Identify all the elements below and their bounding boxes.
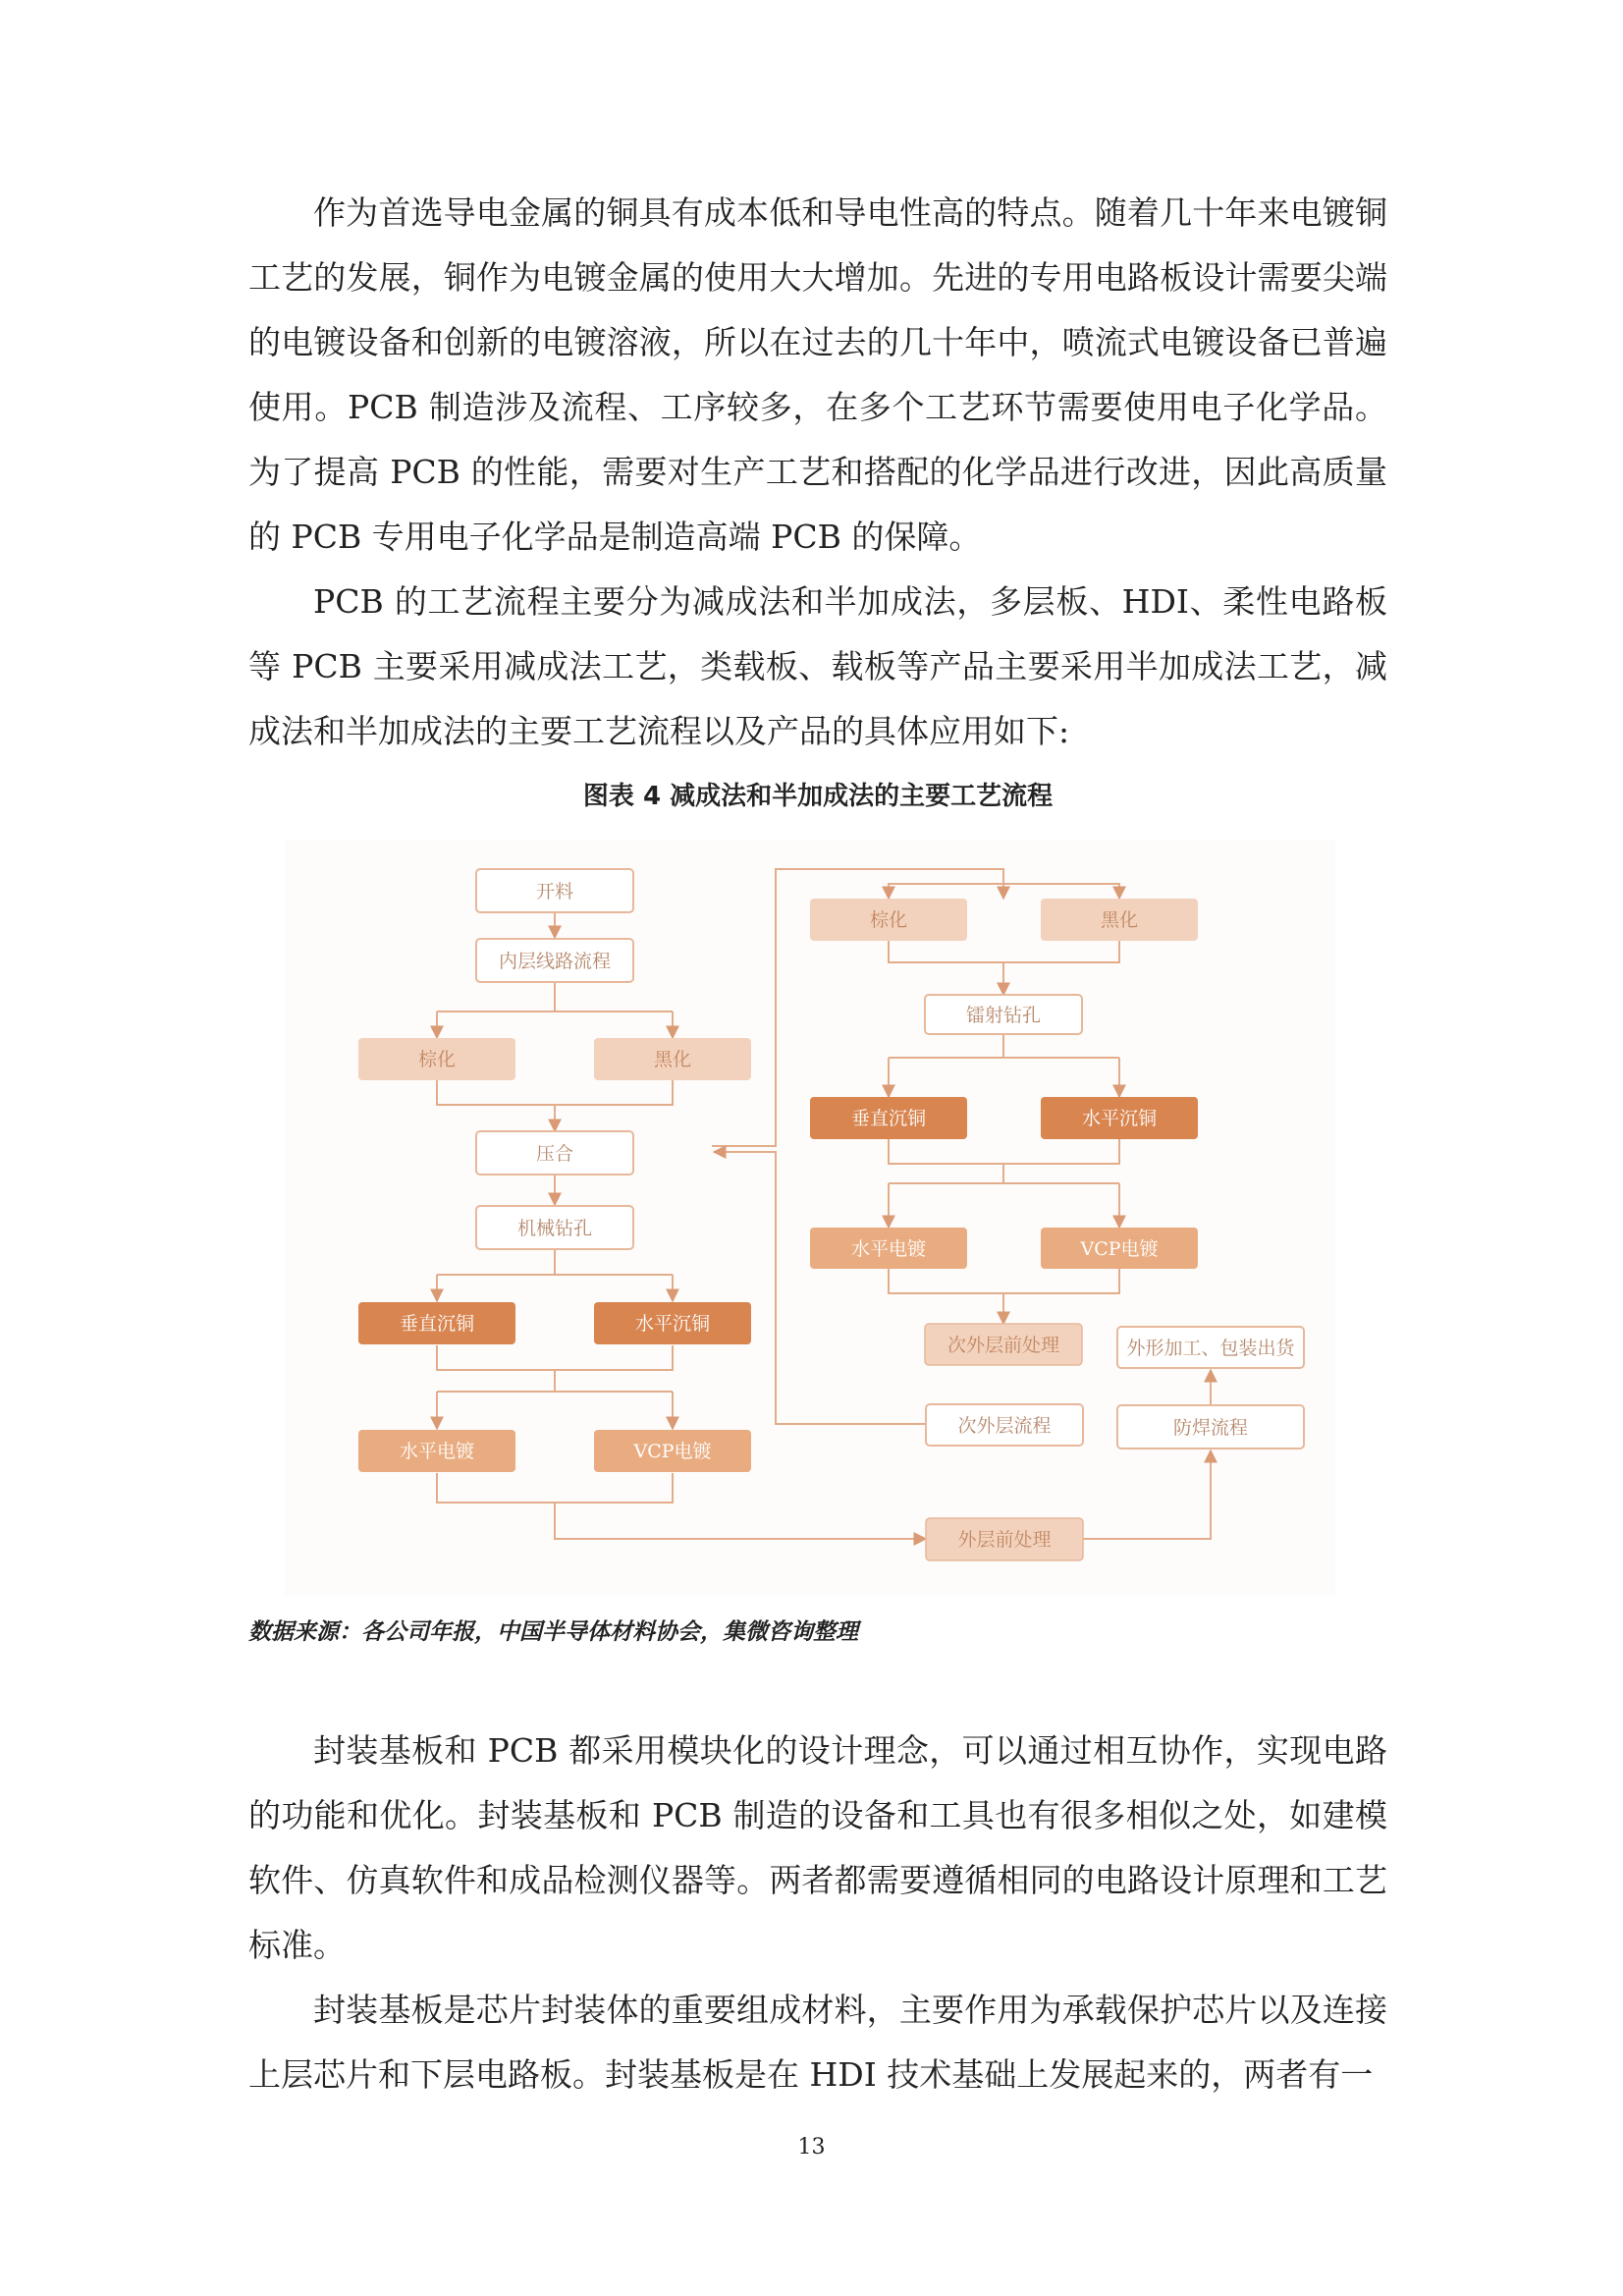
process-flowchart [285, 840, 1335, 1596]
node-blackening-left [594, 1038, 751, 1080]
node-solder-mask [1117, 1405, 1304, 1449]
svg-text:水平电镀: 水平电镀 [399, 1441, 475, 1462]
svg-text:镭射钻孔: 镭射钻孔 [965, 1005, 1042, 1026]
svg-text:次外层前处理: 次外层前处理 [947, 1335, 1060, 1356]
svg-text:开料: 开料 [535, 881, 574, 902]
node-browning-right [810, 899, 967, 941]
svg-text:VCP电镀: VCP电镀 [633, 1441, 712, 1462]
paragraph-2: PCB 的工艺流程主要分为减成法和半加成法，多层板、HDI、柔性电路板等 PCB 主要采用减成法工艺，类载板、载板等产品主要采用半加成法工艺，减成法和半加成法的主要工艺流程以及产品的具体应用如下: [248, 582, 1387, 750]
figure-title: 图表 4 减成法和半加成法的主要工艺流程 [582, 782, 1054, 811]
node-mech-drilling [476, 1206, 633, 1249]
node-sub-outer-pretreat [925, 1324, 1082, 1365]
svg-text:垂直沉铜: 垂直沉铜 [850, 1108, 927, 1129]
svg-text:防焊流程: 防焊流程 [1172, 1417, 1249, 1439]
svg-text:次外层流程: 次外层流程 [957, 1415, 1052, 1437]
page-number: 13 [797, 2135, 826, 2159]
node-horizontal-pth-left [594, 1302, 751, 1344]
node-browning-left [358, 1038, 515, 1080]
node-laser-drilling [925, 995, 1082, 1034]
svg-text:水平沉铜: 水平沉铜 [1081, 1108, 1158, 1129]
flowchart-background [285, 840, 1335, 1596]
svg-text:外层前处理: 外层前处理 [957, 1529, 1052, 1551]
svg-text:棕化: 棕化 [869, 909, 908, 931]
node-vertical-pth-left [358, 1302, 515, 1344]
node-vcp-plating-left [594, 1430, 751, 1472]
svg-text:水平沉铜: 水平沉铜 [634, 1313, 711, 1335]
svg-text:水平电镀: 水平电镀 [850, 1238, 927, 1260]
node-sub-outer-process [926, 1404, 1083, 1446]
svg-text:外形加工、包装出货: 外形加工、包装出货 [1126, 1338, 1295, 1359]
node-horizontal-plating-left [358, 1430, 515, 1472]
svg-text:棕化: 棕化 [417, 1049, 457, 1070]
node-lamination [476, 1131, 633, 1175]
svg-text:垂直沉铜: 垂直沉铜 [399, 1313, 475, 1335]
paragraph-1: 作为首选导电金属的铜具有成本低和导电性高的特点。随着几十年来电镀铜工艺的发展，铜作为电镀金属的使用大大增加。先进的专用电路板设计需要尖端的电镀设备和创新的电镀溶液，所以在过去的几十年中，喷流式电镀设备已普遍使用。PCB 制造涉及流程、工序较多，在多个工艺环节需要使用电子化学品。为了提高 PCB 的性能，需要对生产工艺和搭配的化学品进行改进，因此高质量的 PCB 专用电子化学品是制造高端 PCB 的保障。 [248, 193, 1387, 556]
node-cutting [476, 869, 633, 912]
node-inner-layer [476, 939, 633, 982]
paragraph-4: 封装基板是芯片封装体的重要组成材料，主要作用为承载保护芯片以及连接上层芯片和下层电路板。封装基板是在 HDI 技术基础上发展起来的，两者有一 [248, 1991, 1387, 2094]
svg-text:内层线路流程: 内层线路流程 [498, 951, 612, 972]
svg-text:机械钻孔: 机械钻孔 [516, 1218, 593, 1239]
node-outer-pretreat [926, 1518, 1083, 1560]
node-blackening-right [1041, 899, 1198, 941]
svg-text:压合: 压合 [535, 1143, 574, 1165]
node-horizontal-plating-right [810, 1228, 967, 1269]
node-horizontal-pth-right [1041, 1097, 1198, 1139]
paragraph-3: 封装基板和 PCB 都采用模块化的设计理念，可以通过相互协作，实现电路的功能和优化。封装基板和 PCB 制造的设备和工具也有很多相似之处，如建模软件、仿真软件和成品检测仪器等。两者都需要遵循相同的电路设计原理和工艺标准。 [248, 1731, 1387, 1964]
node-vcp-plating-right [1041, 1228, 1198, 1269]
svg-text:黑化: 黑化 [653, 1049, 692, 1070]
node-vertical-pth-right [810, 1097, 967, 1139]
node-shaping-packing [1117, 1327, 1304, 1368]
svg-text:VCP电镀: VCP电镀 [1080, 1238, 1159, 1260]
figure-source: 数据来源：各公司年报，中国半导体材料协会，集微咨询整理 [248, 1619, 858, 1645]
svg-text:黑化: 黑化 [1100, 909, 1139, 931]
